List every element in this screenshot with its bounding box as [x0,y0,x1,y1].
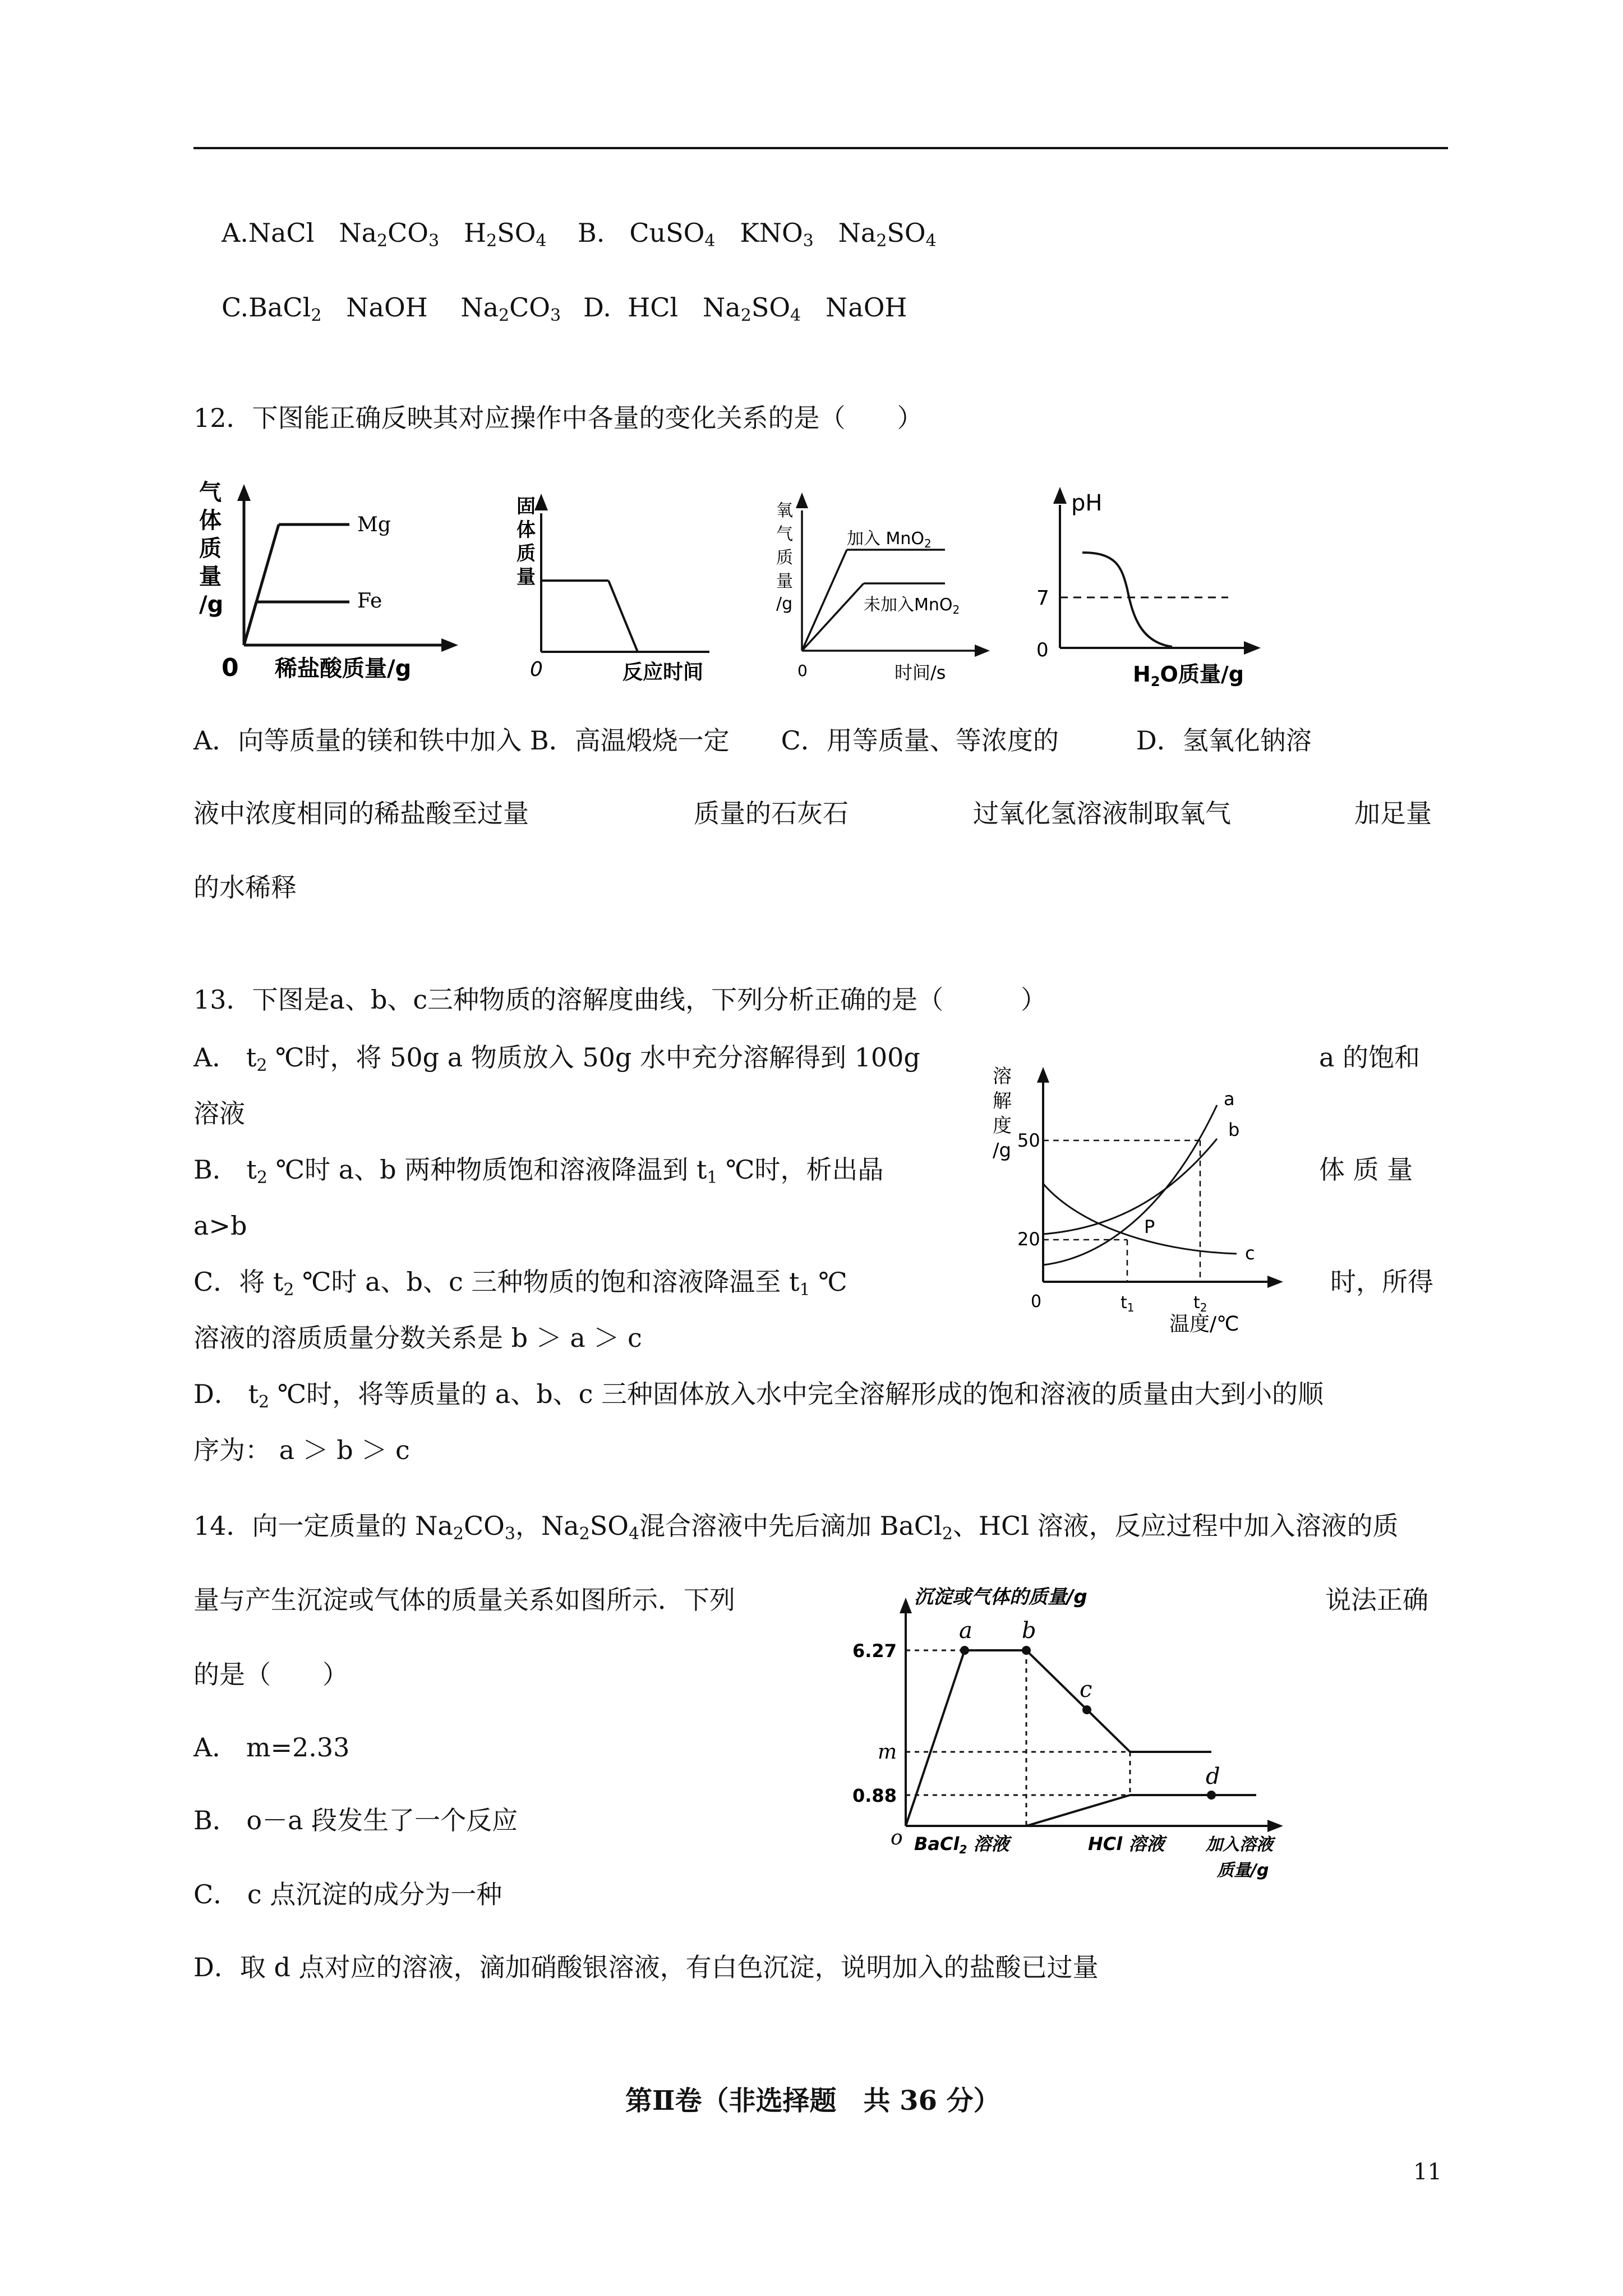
q13-stem: 13．下图是a、b、c三种物质的溶解度曲线，下列分析正确的是（ ） [193,984,1047,1015]
svg-text:量: 量 [199,564,222,590]
svg-text:6.27: 6.27 [852,1640,897,1662]
svg-text:加入溶液: 加入溶液 [1206,1835,1273,1855]
section-title: 第Ⅱ卷（非选择题 共 36 分） [625,2085,1000,2116]
svg-text:溶: 溶 [993,1065,1012,1088]
svg-text:c: c [1080,1677,1092,1703]
svg-text:BaCl2 溶液: BaCl2 溶液 [914,1833,1009,1856]
svg-text:0: 0 [1031,1292,1042,1312]
q12-graph-b [508,488,721,690]
svg-text:m: m [878,1741,897,1764]
q14-option-d: D．取 d 点对应的溶液，滴加硝酸银溶液，有白色沉淀，说明加入的盐酸已过量 [193,1952,1099,1982]
svg-text:20: 20 [1017,1228,1040,1250]
q12-options-line2b: 质量的石灰石 [694,798,849,829]
svg-text:固: 固 [517,495,536,518]
svg-text:d: d [1206,1764,1220,1789]
svg-text:稀盐酸质量/g: 稀盐酸质量/g [275,656,412,682]
q13-option-a-line1: A． $t_2$ ℃时，将 50g a 物质放入 50g 水中充分溶解得到 100g [193,1042,920,1075]
svg-text:量: 量 [517,566,536,588]
q14-option-b: B． o－a 段发生了一个反应 [193,1805,518,1835]
svg-text:a: a [1224,1088,1235,1110]
svg-text:沉淀或气体的质量/g: 沉淀或气体的质量/g [914,1586,1087,1608]
svg-text:反应时间: 反应时间 [623,661,704,684]
svg-text:a: a [959,1618,972,1644]
svg-text:氧: 氧 [776,501,793,521]
q13-option-d-line1: D． $t_2$ ℃时，将等质量的 a、b、c 三种固体放入水中完全溶解形成的饱和溶液的质量由大到小的顺 [193,1379,1324,1412]
svg-text:Fe: Fe [357,590,382,613]
svg-text:/g: /g [993,1139,1012,1162]
svg-text:50: 50 [1017,1130,1040,1151]
svg-text:/g: /g [776,594,793,614]
svg-text:未加入MnO2: 未加入MnO$_2$ [864,595,960,616]
svg-text:o: o [891,1826,903,1849]
q13-option-b-line1: B． $t_2$ ℃时 a、b 两种物质饱和溶液降温到 $t_1$ ℃时，析出晶 [193,1154,884,1188]
svg-text:质量/g: 质量/g [1217,1861,1269,1880]
q13-option-c-line2: 溶液的溶质质量分数关系是 b ＞ a ＞ c [193,1323,642,1353]
svg-text:量: 量 [776,572,793,591]
q12-graph-d [1026,482,1262,696]
svg-text:0.88: 0.88 [852,1785,897,1806]
svg-text:气: 气 [199,480,222,505]
svg-text:t1: $t_1$ [1121,1293,1135,1314]
q11-option-c: C.BaCl$_2$ NaOH $Na_2CO_3$ [222,292,561,325]
svg-text:质: 质 [776,548,793,568]
header-rule [193,147,1448,149]
svg-text:b: b [1022,1618,1036,1644]
svg-text:Mg: Mg [357,513,391,536]
q13-option-a-line2: 溶液 [193,1098,245,1129]
svg-text:气: 气 [776,524,793,544]
svg-text:/g: /g [199,592,224,618]
svg-text:度: 度 [993,1115,1012,1137]
q14-stem-line1: 14．向一定质量的 $Na_2CO_3$，$Na_2SO_4$混合溶液中先后滴加 BaCl$_2$、HCl 溶液，反应过程中加入溶液的质 [193,1511,1399,1544]
q14-precipitate-chart [824,1582,1312,1896]
svg-text:c: c [1245,1243,1255,1264]
q14-option-c: C． c 点沉淀的成分为一种 [193,1879,502,1910]
q11-option-b: B. CuSO$_4$ $KNO_3$ $Na_2SO_4$ [578,218,937,251]
q12-graph-a-ylabel [199,480,223,618]
q13-option-d-line2: 序为： a ＞ b ＞ c [193,1435,410,1465]
q11-option-a: A.NaCl $Na_2CO_3$ $H_2SO_4$ [222,218,547,251]
q14-stem-line3: 的是（ ） [193,1659,348,1690]
svg-text:0: 0 [530,658,543,681]
q12-options-line2c: 过氧化氢溶液制取氧气 [973,798,1231,829]
q13-solubility-chart [981,1060,1295,1352]
q13-option-b-line2: a>b [193,1211,247,1241]
q14-stem-line2-right: 说法正确 [1325,1585,1428,1615]
q14-stem-line2: 量与产生沉淀或气体的质量关系如图所示．下列 [193,1585,735,1615]
q12-options-line3: 的水稀释 [193,872,297,903]
svg-text:P: P [1144,1216,1155,1237]
svg-text:0: 0 [222,654,239,682]
svg-text:体: 体 [517,519,536,541]
svg-text:解: 解 [993,1090,1012,1112]
svg-text:t2: $t_2$ [1193,1293,1207,1314]
page-number: 11 [1413,2159,1442,2185]
q11-option-d: D. HCl $Na_2SO_4$ NaOH [583,292,907,325]
q12-options-line1: A．向等质量的镁和铁中加入 B．高温煅烧一定 C．用等质量、等浓度的 D．氢氧化钠溶 [193,725,1312,756]
q13-option-c-line1: C．将 $t_2$ ℃时 a、b、c 三种物质的饱和溶液降温至 $t_1$ ℃ [193,1267,847,1300]
q12-options-line2d: 加足量 [1354,798,1432,829]
q13-option-c-right: 时，所得 [1330,1267,1433,1297]
svg-text:0: 0 [1036,639,1049,661]
q14-option-a: A． m=2.33 [193,1732,350,1763]
q12-graph-c [768,488,993,690]
q13-option-a-right: a 的饱和 [1319,1042,1421,1073]
q12-options-line2a: 液中浓度相同的稀盐酸至过量 [193,798,529,829]
q12-stem: 12．下图能正确反映其对应操作中各量的变化关系的是（ ） [193,403,923,433]
svg-text:0: 0 [797,661,808,680]
svg-text:HCl 溶液: HCl 溶液 [1088,1833,1165,1855]
svg-text:体: 体 [199,508,222,533]
svg-text:温度/℃: 温度/℃ [1169,1313,1239,1336]
svg-text:时间/s: 时间/s [895,662,946,683]
svg-text:加入 MnO2: 加入 MnO$_2$ [847,529,932,550]
svg-text:pH: pH [1071,490,1103,516]
q12-graph-a [193,480,463,693]
q13-option-b-right: 体 质 量 [1319,1154,1413,1185]
svg-text:b: b [1228,1119,1240,1140]
svg-text:质: 质 [199,536,222,562]
svg-text:H2O质量/g: $H_2O$质量/g [1133,662,1244,689]
svg-text:7: 7 [1036,587,1049,610]
svg-text:质: 质 [517,542,536,565]
